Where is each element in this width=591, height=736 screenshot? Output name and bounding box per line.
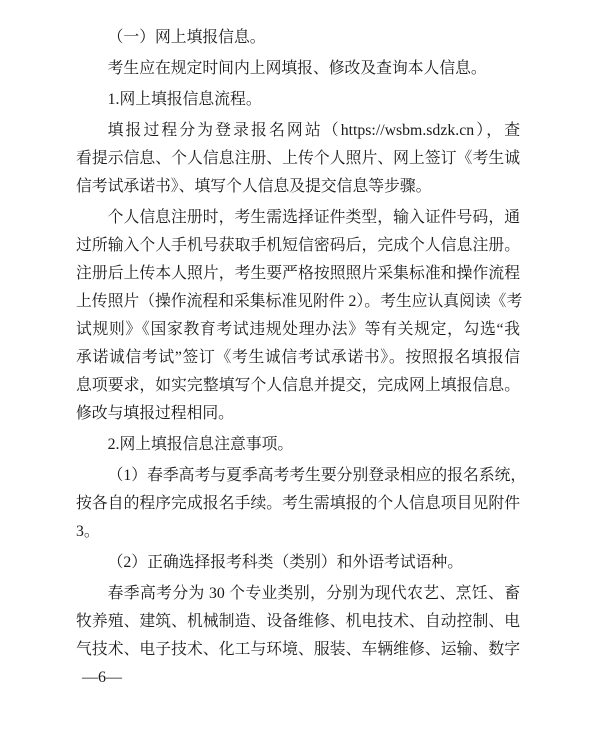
text-line: （2）正确选择报考科类（类别）和外语考试语种。 xyxy=(107,554,464,571)
text-line: （1）春季高考与夏季高考考生要分别登录相应的报名系统， xyxy=(107,467,527,484)
text-line: 注册后上传本人照片，考生要严格按照照片采集标准和操作流程 xyxy=(76,265,520,282)
text-line: 按各自的程序完成报名手续。考生需填报的个人信息项目见附件 xyxy=(76,495,520,512)
text-line: 填报过程分为登录报名网站（https://wsbm.sdzk.cn），查 xyxy=(107,122,520,139)
text-line: 息项要求，如实完整填写个人信息并提交，完成网上填报信息。 xyxy=(76,377,520,394)
paragraph-note-1 xyxy=(76,462,527,546)
text-line: 修改与填报过程相同。 xyxy=(76,405,234,422)
text-line: （一）网上填报信息。 xyxy=(107,29,266,46)
section-heading xyxy=(76,24,520,52)
text-line: 2.网上填报信息注意事项。 xyxy=(107,436,294,453)
text-line: 牧养殖、建筑、机械制造、设备维修、机电技术、自动控制、电 xyxy=(76,613,520,630)
text-line: 3。 xyxy=(76,523,100,540)
paragraph-intro xyxy=(76,55,520,83)
text-line: 考生应在规定时间内上网填报、修改及查询本人信息。 xyxy=(107,60,487,77)
subsection-heading-notes xyxy=(76,431,520,459)
paragraph-note-2 xyxy=(76,549,520,577)
paragraph-spring-categories xyxy=(76,580,520,664)
text-line: 试规则》《国家教育考试违规处理办法》等有关规定，勾选“我 xyxy=(76,321,520,338)
paragraph-registration xyxy=(76,204,523,428)
text-line: 春季高考分为 30 个专业类别，分别为现代农艺、烹饪、畜 xyxy=(107,585,520,602)
text-line: 承诺诚信考试”签订《考生诚信考试承诺书》。按照报名填报信 xyxy=(76,349,520,366)
document-body xyxy=(76,24,527,692)
text-line: 上传照片（操作流程和采集标准见附件 2）。考生应认真阅读《考 xyxy=(76,293,523,310)
text-line: 信考试承诺书》、填写个人信息及提交信息等步骤。 xyxy=(76,178,432,195)
paragraph-process-steps xyxy=(76,117,520,201)
subsection-heading-process xyxy=(76,86,520,114)
text-line: 看提示信息、个人信息注册、上传个人照片、网上签订《考生诚 xyxy=(76,150,520,167)
page-number: —6— xyxy=(82,669,122,686)
text-line: 过所输入个人手机号获取手机短信密码后，完成个人信息注册。 xyxy=(76,237,520,254)
text-line: 1.网上填报信息流程。 xyxy=(107,91,262,108)
text-line: 气技术、电子技术、化工与环境、服装、车辆维修、运输、数字 xyxy=(76,641,520,658)
text-line: 个人信息注册时，考生需选择证件类型，输入证件号码，通 xyxy=(107,209,520,226)
